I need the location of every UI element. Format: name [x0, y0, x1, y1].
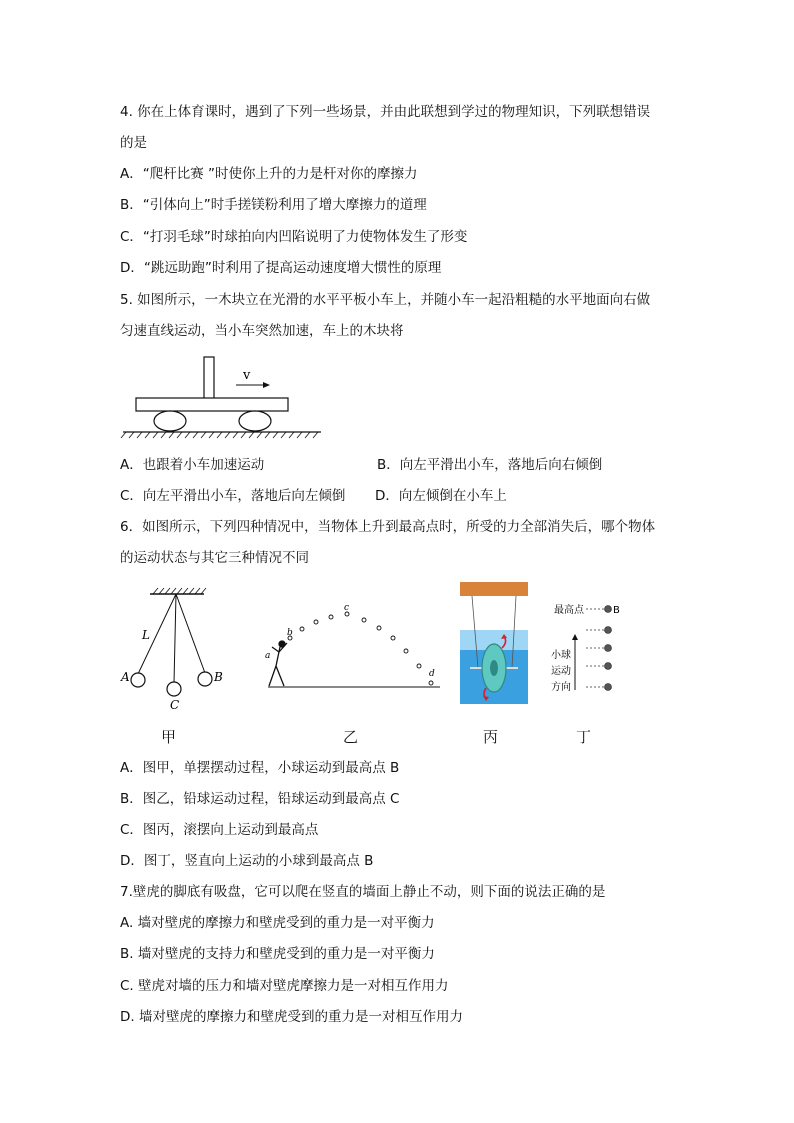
- ball-b-label: B: [613, 605, 620, 616]
- ball-a: [131, 673, 145, 687]
- ball-c: [167, 682, 181, 696]
- q7-stem: 7.壁虎的脚底有吸盘，它可以爬在竖直的墙面上静止不动，则下面的说法正确的是: [120, 884, 606, 900]
- q4-stem-line1: 4. 你在上体育课时，遇到了下列一些场景，并由此联想到学过的物理知识，下列联想错误: [120, 104, 651, 120]
- caption-yi: 乙: [343, 728, 359, 746]
- q6-stem-line1: 6．如图所示，下列四种情况中，当物体上升到最高点时，所受的力全部消失后，哪个物体: [120, 519, 656, 535]
- cart-wheel-left: [154, 411, 186, 431]
- direction-label-2: 运动: [551, 666, 571, 677]
- q5-cart-figure: [118, 352, 328, 442]
- cart-wheel-right: [239, 411, 271, 431]
- q4-option-d: D．“跳远助跑”时利用了提高运动速度增大惯性的原理: [120, 260, 442, 276]
- label-d: d: [429, 669, 435, 679]
- caption-ding: 丁: [576, 728, 592, 746]
- wooden-block: [204, 357, 214, 399]
- label-length: L: [142, 628, 150, 642]
- q5-option-d: D．向左倾倒在小车上: [375, 488, 507, 504]
- figure-jia-pendulum: [118, 584, 228, 714]
- q6-stem-line2: 的运动状态与其它三种情况不同: [120, 550, 309, 566]
- label-a: a: [265, 651, 271, 661]
- q6-option-a: A．图甲，单摆摆动过程，小球运动到最高点 B: [120, 760, 400, 776]
- q7-option-a: A. 墙对壁虎的摩擦力和壁虎受到的重力是一对平衡力: [120, 915, 435, 931]
- q6-option-c: C．图丙，滚摆向上运动到最高点: [120, 822, 319, 838]
- q5-stem-line2: 匀速直线运动，当小车突然加速，车上的木块将: [120, 323, 404, 339]
- athlete-figure: [269, 641, 287, 686]
- direction-label-1: 小球: [551, 650, 571, 661]
- cart-platform: [136, 398, 288, 411]
- string-b: [176, 594, 205, 673]
- caption-jia: 甲: [161, 728, 177, 746]
- label-c: c: [344, 603, 350, 613]
- ball-positions: [605, 606, 612, 691]
- velocity-label: v: [243, 368, 251, 383]
- label-a: A: [121, 670, 130, 684]
- highest-point-label: 最高点: [554, 605, 584, 616]
- direction-label-3: 方向: [551, 682, 571, 693]
- caption-bing: 丙: [483, 728, 499, 746]
- label-b: B: [214, 670, 223, 684]
- q4-option-b: B．“引体向上”时手搓镁粉利用了增大摩擦力的道理: [120, 197, 427, 213]
- string-c: [174, 594, 176, 683]
- label-b: b: [287, 628, 293, 638]
- q4-option-c: C．“打羽毛球”时球拍向内凹陷说明了力使物体发生了形变: [120, 229, 468, 245]
- q7-option-d: D. 墙对壁虎的摩擦力和壁虎受到的重力是一对相互作用力: [120, 1009, 463, 1025]
- q7-option-b: B. 墙对壁虎的支持力和壁虎受到的重力是一对平衡力: [120, 946, 435, 962]
- ball-b: [198, 672, 212, 686]
- trajectory-points: [288, 612, 433, 685]
- q6-option-b: B．图乙，铅球运动过程，铅球运动到最高点 C: [120, 791, 400, 807]
- figure-bing-rolling-pendulum: [460, 582, 528, 704]
- q6-option-d: D．图丁，竖直向上运动的小球到最高点 B: [120, 853, 374, 869]
- label-c: C: [170, 698, 180, 712]
- q5-option-a: A．也跟着小车加速运动: [120, 457, 265, 473]
- q7-option-c: C. 壁虎对墙的压力和墙对壁虎摩擦力是一对相互作用力: [120, 978, 449, 994]
- velocity-arrow-head: [263, 382, 270, 388]
- figure-yi-shotput: [260, 600, 445, 695]
- q4-option-a: A．“爬杆比赛 ”时使你上升的力是杆对你的摩擦力: [120, 166, 418, 182]
- q5-stem-line1: 5. 如图所示，一木块立在光滑的水平平板小车上，并随小车一起沿粗糙的水平地面向右做: [120, 292, 651, 308]
- figure-ding-vertical-ball: [548, 598, 638, 703]
- top-bar: [460, 582, 528, 596]
- q4-stem-line2: 的是: [120, 135, 147, 151]
- q5-option-c: C．向左平滑出小车，落地后向左倾倒: [120, 488, 346, 504]
- q5-option-b: B．向左平滑出小车，落地后向右倾倒: [377, 457, 603, 473]
